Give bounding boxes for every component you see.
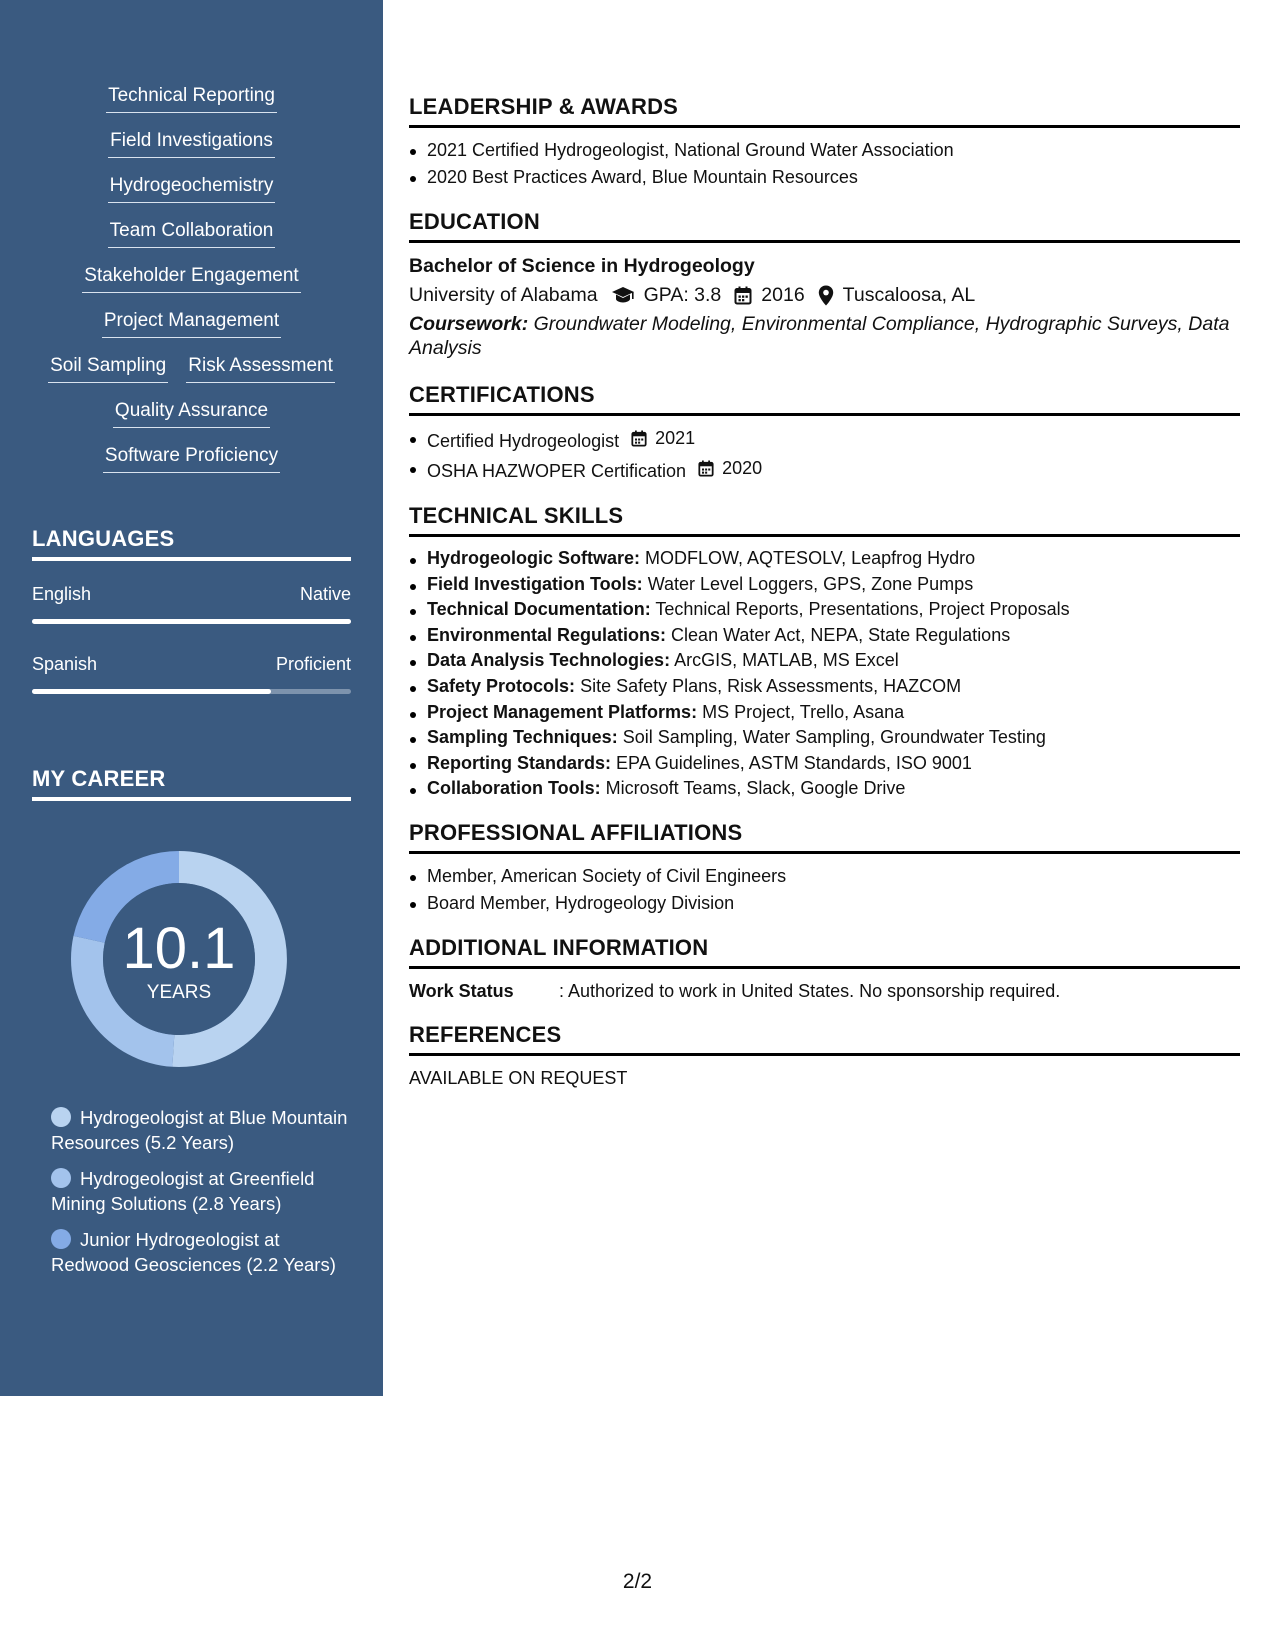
career-donut-chart xyxy=(66,846,292,1072)
technical-skill-item xyxy=(409,623,1240,649)
additional-info-section xyxy=(409,935,1240,1004)
skill-category: Safety Protocols: xyxy=(427,675,576,696)
career-legend-label: Junior Hydrogeologist at Redwood Geosciences (2.2 Years) xyxy=(51,1229,336,1275)
certification-name: OSHA HAZWOPER Certification xyxy=(427,461,687,481)
sidebar xyxy=(0,0,383,1396)
language-level-fill xyxy=(32,689,271,694)
skill-values: Water Level Loggers, GPS, Zone Pumps xyxy=(647,573,974,594)
skill-category: Collaboration Tools: xyxy=(427,778,601,799)
skill-tag[interactable]: Software Proficiency xyxy=(103,444,280,473)
technical-skill-item xyxy=(409,597,1240,623)
skill-row xyxy=(32,444,351,489)
career-legend-item xyxy=(51,1106,351,1155)
skill-tag[interactable]: Hydrogeochemistry xyxy=(108,174,276,203)
certification-year: 2021 xyxy=(655,428,696,448)
skill-row xyxy=(32,219,351,264)
graduation-cap-icon xyxy=(611,286,635,304)
education-section xyxy=(409,209,1240,360)
skill-row xyxy=(32,354,351,399)
list-item: Member, American Society of Civil Engineers xyxy=(409,863,1240,890)
skill-category: Field Investigation Tools: xyxy=(427,573,643,594)
technical-skill-item xyxy=(409,674,1240,700)
skills-list xyxy=(32,84,351,489)
language-name: English xyxy=(32,584,92,604)
career-total-unit: YEARS xyxy=(146,982,212,1003)
technical-skills-section xyxy=(409,503,1240,802)
skill-row xyxy=(32,174,351,219)
certification-date xyxy=(698,455,762,482)
affiliations-section xyxy=(409,820,1240,917)
work-status xyxy=(409,978,1240,1004)
education-details xyxy=(409,280,1240,310)
list-item: Board Member, Hydrogeology Division xyxy=(409,890,1240,917)
section-title: EDUCATION xyxy=(409,209,1240,243)
skill-tag[interactable]: Stakeholder Engagement xyxy=(82,264,300,293)
school-name: University of Alabama xyxy=(409,284,598,306)
calendar-icon xyxy=(698,460,718,477)
career-heading: MY CAREER xyxy=(32,766,351,801)
certification-date xyxy=(631,425,695,452)
section-title: CERTIFICATIONS xyxy=(409,382,1240,416)
skill-values: EPA Guidelines, ASTM Standards, ISO 9001 xyxy=(616,752,972,773)
main-content xyxy=(409,94,1240,1109)
page-number: 2/2 xyxy=(622,1570,653,1593)
skill-tag[interactable]: Quality Assurance xyxy=(113,399,270,428)
coursework xyxy=(409,312,1240,360)
skill-tag[interactable]: Technical Reporting xyxy=(106,84,277,113)
leadership-section xyxy=(409,94,1240,191)
language-name: Spanish xyxy=(32,654,98,674)
skill-values: MS Project, Trello, Asana xyxy=(702,701,905,722)
technical-skill-item xyxy=(409,751,1240,777)
language-level: Native xyxy=(299,584,351,604)
certification-year: 2020 xyxy=(722,458,763,478)
location-pin-icon xyxy=(818,285,834,306)
skill-values: Soil Sampling, Water Sampling, Groundwater Testing xyxy=(622,727,1046,748)
legend-dot-icon xyxy=(51,1168,71,1188)
language-spanish xyxy=(32,654,351,694)
graduation-year: 2016 xyxy=(761,284,805,306)
work-status-value: : Authorized to work in United States. No sponsorship required. xyxy=(559,980,1061,1001)
list-item: 2020 Best Practices Award, Blue Mountain Resources xyxy=(409,164,1240,191)
certification-item xyxy=(409,425,1240,455)
language-level-bar xyxy=(32,619,351,624)
skill-category: Project Management Platforms: xyxy=(427,701,698,722)
skill-tag[interactable]: Soil Sampling xyxy=(48,354,168,383)
language-level-fill xyxy=(32,619,351,624)
certification-item xyxy=(409,455,1240,485)
skill-row xyxy=(32,399,351,444)
coursework-list: Groundwater Modeling, Environmental Compliance, Hydrographic Surveys, Data Analysis xyxy=(409,313,1230,359)
skill-values: ArcGIS, MATLAB, MS Excel xyxy=(674,650,899,671)
gpa: GPA: 3.8 xyxy=(643,284,722,306)
technical-skill-item xyxy=(409,572,1240,598)
career-total-years: 10.1 xyxy=(122,916,236,981)
section-title: TECHNICAL SKILLS xyxy=(409,503,1240,537)
skill-row xyxy=(32,84,351,129)
technical-skill-item xyxy=(409,725,1240,751)
career-legend-item xyxy=(51,1228,351,1277)
career-legend xyxy=(51,1106,351,1289)
degree-title: Bachelor of Science in Hydrogeology xyxy=(409,255,755,277)
certifications-section xyxy=(409,382,1240,485)
technical-skill-item xyxy=(409,546,1240,572)
skill-category: Reporting Standards: xyxy=(427,752,612,773)
section-title: PROFESSIONAL AFFILIATIONS xyxy=(409,820,1240,854)
skill-values: Site Safety Plans, Risk Assessments, HAZCOM xyxy=(580,675,962,696)
section-title: ADDITIONAL INFORMATION xyxy=(409,935,1240,969)
section-title: REFERENCES xyxy=(409,1022,1240,1056)
legend-dot-icon xyxy=(51,1229,71,1249)
calendar-icon xyxy=(631,430,651,447)
career-legend-label: Hydrogeologist at Blue Mountain Resources (5.2 Years) xyxy=(51,1107,348,1153)
technical-skill-item xyxy=(409,700,1240,726)
technical-skill-item xyxy=(409,776,1240,802)
skill-values: MODFLOW, AQTESOLV, Leapfrog Hydro xyxy=(645,548,976,568)
skill-category: Technical Documentation: xyxy=(427,599,651,620)
references-section xyxy=(409,1022,1240,1091)
school-location: Tuscaloosa, AL xyxy=(842,284,976,306)
list-item: 2021 Certified Hydrogeologist, National Ground Water Association xyxy=(409,137,1240,164)
skill-tag[interactable]: Field Investigations xyxy=(108,129,275,158)
legend-dot-icon xyxy=(51,1107,71,1127)
language-level-bar xyxy=(32,689,351,694)
skill-values: Technical Reports, Presentations, Project Proposals xyxy=(655,599,1070,620)
references-text: AVAILABLE ON REQUEST xyxy=(409,1067,628,1088)
language-level: Proficient xyxy=(275,654,351,674)
skill-category: Data Analysis Technologies: xyxy=(427,650,671,671)
skill-values: Clean Water Act, NEPA, State Regulations xyxy=(671,624,1011,645)
certification-name: Certified Hydrogeologist xyxy=(427,431,620,451)
coursework-label: Coursework: xyxy=(409,313,529,335)
work-status-label: Work Status xyxy=(409,980,514,1001)
calendar-icon xyxy=(734,286,752,305)
language-english xyxy=(32,584,351,624)
skill-tag[interactable]: Team Collaboration xyxy=(108,219,276,248)
skill-category: Sampling Techniques: xyxy=(427,727,618,748)
section-title: LEADERSHIP & AWARDS xyxy=(409,94,1240,128)
skill-category: Hydrogeologic Software: xyxy=(427,548,641,568)
languages-heading: LANGUAGES xyxy=(32,526,351,561)
skill-row xyxy=(32,309,351,354)
skill-values: Microsoft Teams, Slack, Google Drive xyxy=(605,778,906,799)
skill-row xyxy=(32,129,351,174)
technical-skill-item xyxy=(409,648,1240,674)
skill-row xyxy=(32,264,351,309)
career-legend-label: Hydrogeologist at Greenfield Mining Solutions (2.8 Years) xyxy=(51,1168,315,1214)
skill-tag[interactable]: Project Management xyxy=(102,309,281,338)
skill-tag[interactable]: Risk Assessment xyxy=(186,354,335,383)
skill-category: Environmental Regulations: xyxy=(427,624,667,645)
career-legend-item xyxy=(51,1167,351,1216)
